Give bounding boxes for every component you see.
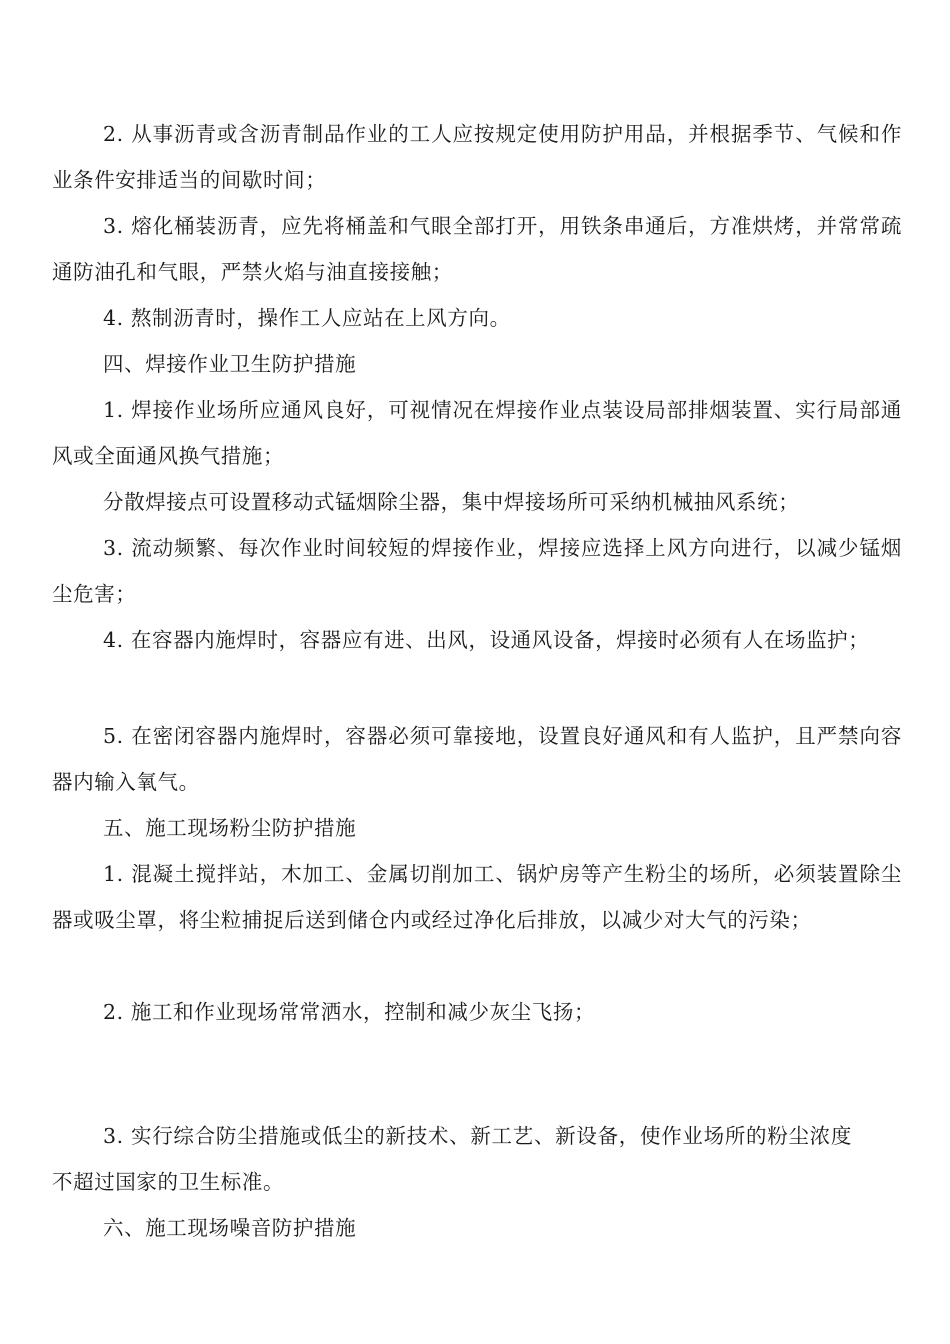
paragraph-welding-2: 分散焊接点可设置移动式锰烟除尘器，集中焊接场所可采纳机械抽风系统； [103, 490, 800, 514]
heading-welding: 四、焊接作业卫生防护措施 [103, 352, 357, 376]
heading-dust: 五、施工现场粉尘防护措施 [103, 816, 357, 840]
paragraph-asphalt-2: 2. 从事沥青或含沥青制品作业的工人应按规定使用防护用品，并根据季节、气候和作业条件安排适当的间歇时间； [52, 122, 902, 192]
paragraph-welding-1: 1. 焊接作业场所应通风良好，可视情况在焊接作业点装设局部排烟装置、实行局部通风或全面通风换气措施； [52, 398, 902, 468]
paragraph-dust-2: 2. 施工和作业现场常常洒水，控制和减少灰尘飞扬； [103, 1000, 596, 1024]
paragraph-welding-3: 3. 流动频繁、每次作业时间较短的焊接作业，焊接应选择上风方向进行，以减少锰烟尘危害； [52, 536, 902, 606]
paragraph-dust-1: 1. 混凝土搅拌站，木加工、金属切削加工、锅炉房等产生粉尘的场所，必须装置除尘器或吸尘罩，将尘粒捕捉后送到储仓内或经过净化后排放，以减少对大气的污染； [52, 862, 902, 932]
paragraph-dust-3: 3. 实行综合防尘措施或低尘的新技术、新工艺、新设备，使作业场所的粉尘浓度不超过国家的卫生标准。 [52, 1124, 852, 1194]
paragraph-asphalt-3: 3. 熔化桶装沥青，应先将桶盖和气眼全部打开，用铁条串通后，方准烘烤，并常常疏通防油孔和气眼，严禁火焰与油直接接触； [52, 214, 902, 284]
heading-noise: 六、施工现场噪音防护措施 [103, 1216, 357, 1240]
paragraph-welding-5: 5. 在密闭容器内施焊时，容器必须可靠接地，设置良好通风和有人监护，且严禁向容器内输入氧气。 [52, 724, 902, 794]
paragraph-welding-4: 4. 在容器内施焊时，容器应有进、出风，设通风设备，焊接时必须有人在场监护； [103, 628, 870, 652]
paragraph-asphalt-4: 4. 熬制沥青时，操作工人应站在上风方向。 [103, 306, 511, 330]
